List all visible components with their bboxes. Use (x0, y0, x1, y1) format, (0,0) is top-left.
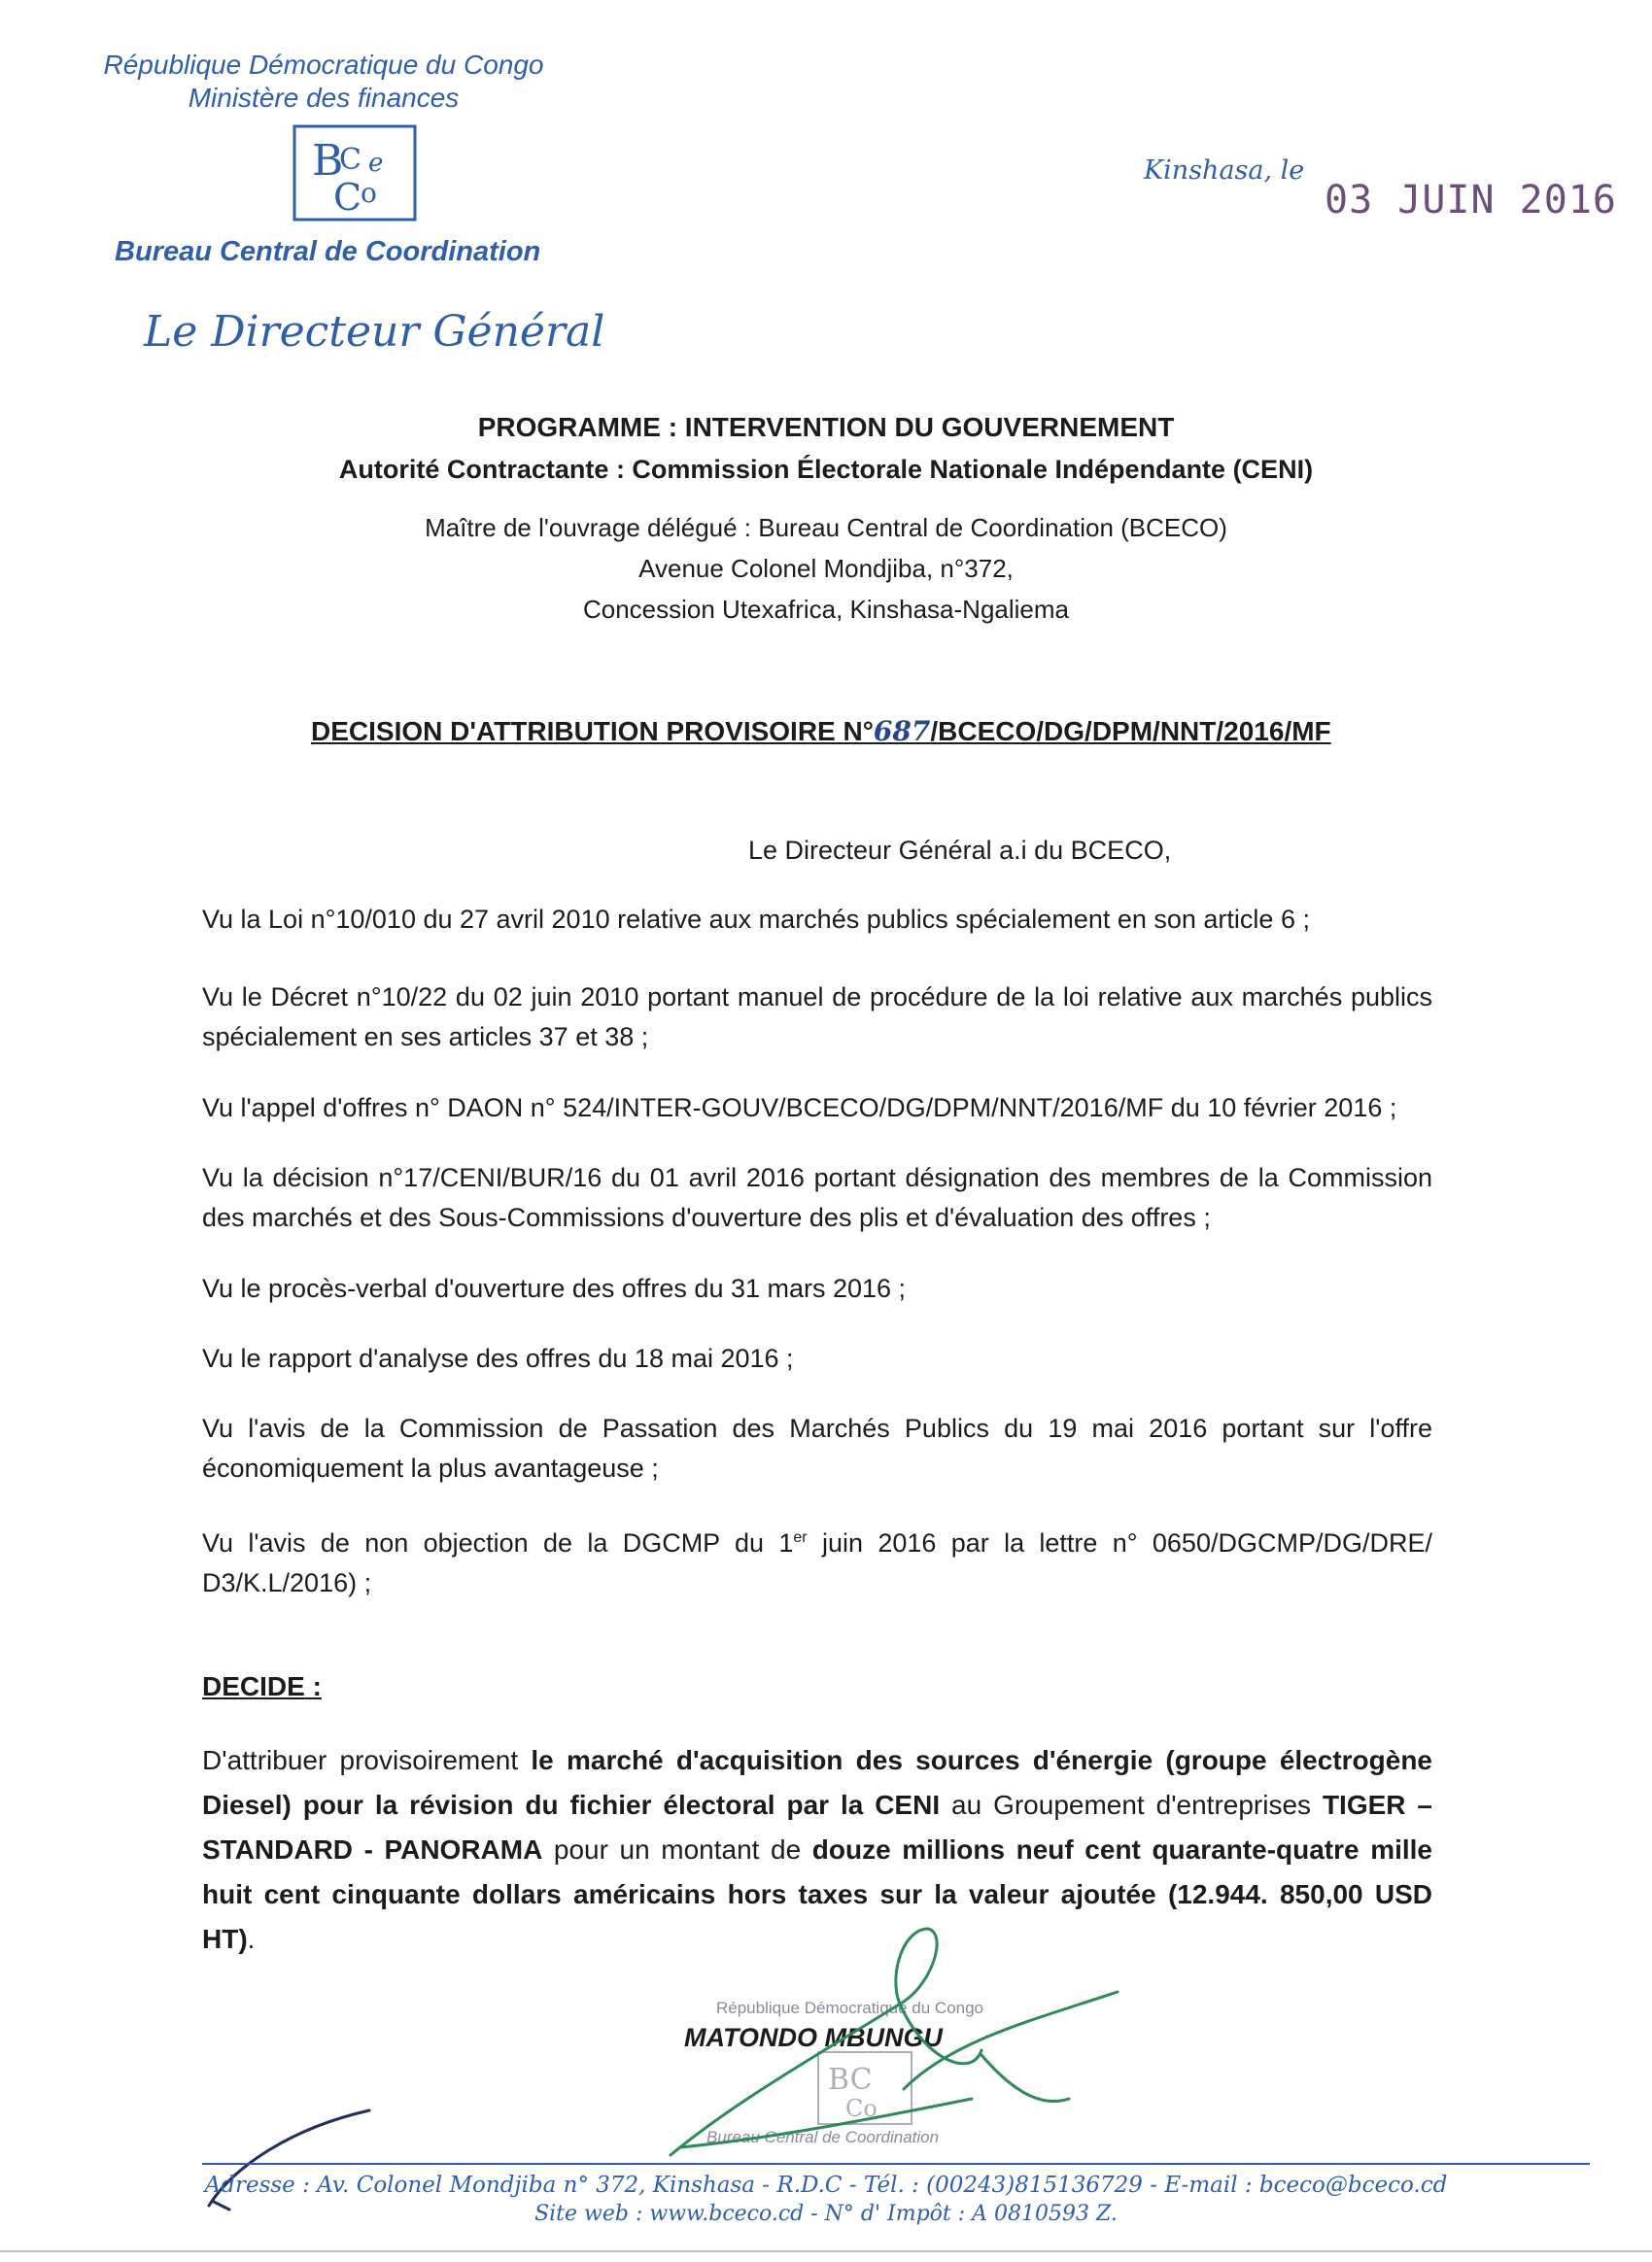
consideration-7: Vu l'avis de la Commission de Passation des Marchés Publics du 19 mai 2016 portant sur l'offre économiquement la plus avantageuse ; (202, 1414, 1432, 1483)
decide-heading-colon: : (304, 1671, 322, 1701)
consideration-6: Vu le rapport d'analyse des offres du 18 mai 2016 ; (202, 1344, 794, 1373)
decide-amount: douze millions neuf cent quarante-quatre mille huit cent cinquante dollars américains hors taxes sur la valeur ajoutée (12.944. 850,00 USD HT) (202, 1834, 1432, 1954)
svg-text:C: C (339, 143, 361, 177)
stamp-top-text: République Démocratique du Congo (716, 1999, 984, 2017)
decide-text-3: pour un montant de (542, 1834, 812, 1865)
consideration-2: Vu le Décret n°10/22 du 02 juin 2010 portant manuel de procédure de la loi relative aux marchés publics spécialement en ses articles 37 et 38 ; (202, 982, 1432, 1051)
decide-text-1: D'attribuer provisoirement (202, 1745, 532, 1775)
owner-address-line2: Concession Utexafrica, Kinshasa-Ngaliema (582, 595, 1069, 624)
contracting-authority: Autorité Contractante : Commission Électorale Nationale Indépendante (CENI) (338, 455, 1314, 484)
svg-text:Co: Co (845, 2095, 878, 2122)
director-line: Le Directeur Général a.i du BCECO, (748, 836, 1172, 865)
owner-address-line1: Avenue Colonel Mondjiba, n°372, (638, 554, 1014, 583)
signatory-name: MATONDO MBUNGU (684, 2023, 943, 2052)
handwritten-signature (671, 1929, 1118, 2155)
director-title-script: Le Directeur Général (144, 307, 605, 357)
footer-address: Adresse : Av. Colonel Mondjiba n° 372, Kinshasa - R.D.C - Tél. : (00243)815136729 - E-mail : bceco@bceco.cd (204, 2173, 1448, 2198)
decide-text-4: . (247, 1924, 256, 1954)
decide-heading-text: DECIDE (202, 1671, 305, 1701)
consideration-8-sup: er (793, 1529, 808, 1546)
delegated-owner: Maître de l'ouvrage délégué : Bureau Central de Coordination (BCECO) (425, 513, 1227, 542)
consideration-8-start: Vu l'avis de non objection de la DGCMP du 1 (202, 1528, 794, 1558)
svg-text:C: C (333, 176, 362, 219)
svg-text:B: B (312, 136, 344, 186)
footer-site: Site web : www.bceco.cd - N° d' Impôt : A 0810593 Z. (534, 2202, 1118, 2226)
decision-suffix: /BCECO/DG/DPM/NNT/2016/MF (930, 716, 1331, 746)
svg-text:o: o (361, 177, 377, 209)
consideration-1: Vu la Loi n°10/010 du 27 avril 2010 relative aux marchés publics spécialement en son article 6 ; (202, 905, 1310, 934)
date-label: Kinshasa, le (1144, 155, 1305, 186)
program-title: PROGRAMME : INTERVENTION DU GOUVERNEMENT (477, 412, 1175, 442)
decide-subject: le marché d'acquisition des sources d'énergie (groupe électrogène Diesel) pour la révision du fichier électoral par la CENI (202, 1745, 1433, 1820)
decision-prefix: DECISION D'ATTRIBUTION PROVISOIRE N° (311, 716, 874, 746)
stamp-bottom-text: Bureau Central de Coordination (706, 2128, 940, 2146)
consideration-4: Vu la décision n°17/CENI/BUR/16 du 01 avril 2016 portant désignation des membres de la Commission des marchés et des Sous-Commissions d'ouverture des plis et d'évaluation des offres ; (202, 1163, 1432, 1232)
date-stamp: 03 JUIN 2016 (1325, 178, 1617, 223)
page-bottom-border (0, 2250, 1652, 2252)
svg-text:BC: BC (828, 2063, 873, 2097)
consideration-8-end: juin 2016 par la lettre n° 0650/DGCMP/DG/DRE/ D3/K.L/2016) ; (202, 1528, 1432, 1597)
consideration-5: Vu le procès-verbal d'ouverture des offres du 31 mars 2016 ; (202, 1274, 907, 1303)
svg-text:e: e (368, 149, 384, 178)
consideration-3: Vu l'appel d'offres n° DAON n° 524/INTER-GOUV/BCECO/DG/DPM/NNT/2016/MF du 10 février 2016 ; (202, 1093, 1397, 1122)
ministry-name: Ministère des finances (188, 83, 460, 113)
decision-number-handwritten: 687 (873, 715, 931, 747)
decide-text-2: au Groupement d'entreprises (940, 1790, 1323, 1820)
footer-rule (202, 2163, 1590, 2165)
republic-name: République Démocratique du Congo (103, 50, 544, 80)
bureau-name: Bureau Central de Coordination (115, 236, 541, 267)
decide-awardee: TIGER – STANDARD - PANORAMA (202, 1790, 1432, 1865)
